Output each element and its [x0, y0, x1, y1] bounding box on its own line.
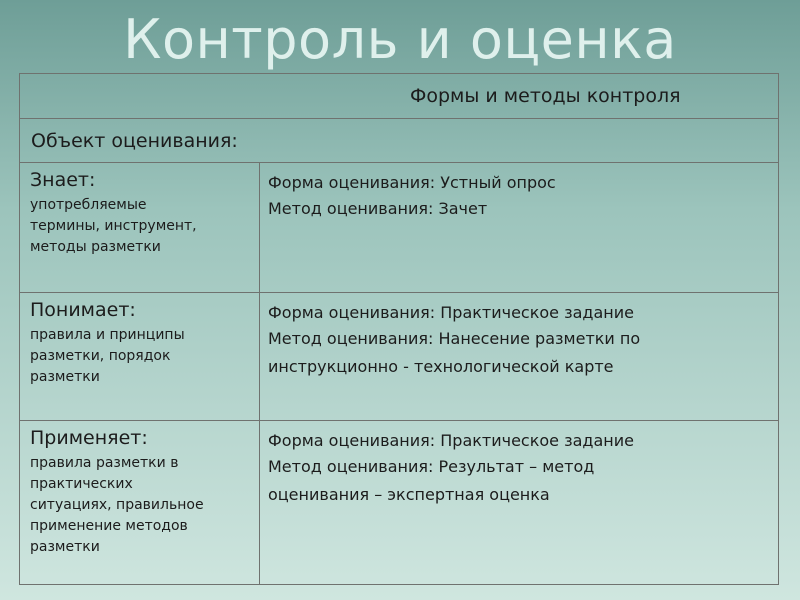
method-line: оценивания – экспертная оценка: [268, 485, 550, 504]
table-row: [20, 163, 778, 293]
method-line: Метод оценивания: Нанесение разметки по: [268, 329, 641, 348]
table-header: Формы и методы контроля: [410, 85, 681, 107]
skill-description: [30, 195, 259, 258]
skill-description-line: разметки: [30, 539, 100, 555]
method-cell: [260, 293, 779, 420]
object-row: [20, 119, 778, 163]
skill-cell: [20, 163, 260, 292]
method-line: инструкционно - технологической карте: [268, 357, 614, 376]
skill-description-line: применение методов: [30, 518, 188, 534]
skill-description-line: правила разметки в: [30, 455, 179, 471]
method-line: Форма оценивания: Практическое задание: [268, 431, 634, 450]
object-label: Объект оценивания:: [31, 130, 238, 152]
method-line: Метод оценивания: Зачет: [268, 199, 488, 218]
skill-cell: [20, 421, 260, 585]
skill-description-line: термины, инструмент,: [30, 218, 197, 234]
skill-description-line: употребляемые: [30, 197, 147, 213]
method-line: Форма оценивания: Практическое задание: [268, 303, 634, 322]
method-cell: [260, 163, 779, 292]
skill-description: [30, 325, 259, 388]
skill-title: Понимает:: [30, 299, 136, 321]
skill-description-line: разметки, порядок: [30, 348, 171, 364]
skill-title: Знает:: [30, 169, 96, 191]
skill-description-line: ситуациях, правильное: [30, 497, 204, 513]
method-line: Метод оценивания: Результат – метод: [268, 457, 595, 476]
table-row: [20, 293, 778, 421]
skill-description-line: практических: [30, 476, 133, 492]
table-header-row: [20, 74, 778, 119]
skill-description: [30, 453, 259, 558]
skill-description-line: методы разметки: [30, 239, 161, 255]
skill-cell: [20, 293, 260, 420]
skill-description-line: разметки: [30, 369, 100, 385]
skill-description-line: правила и принципы: [30, 327, 185, 343]
method-line: Форма оценивания: Устный опрос: [268, 173, 556, 192]
method-cell: [260, 421, 779, 585]
table-row: [20, 421, 778, 585]
slide-title: Контроль и оценка: [123, 8, 677, 71]
skill-title: Применяет:: [30, 427, 148, 449]
control-table: [19, 73, 779, 585]
